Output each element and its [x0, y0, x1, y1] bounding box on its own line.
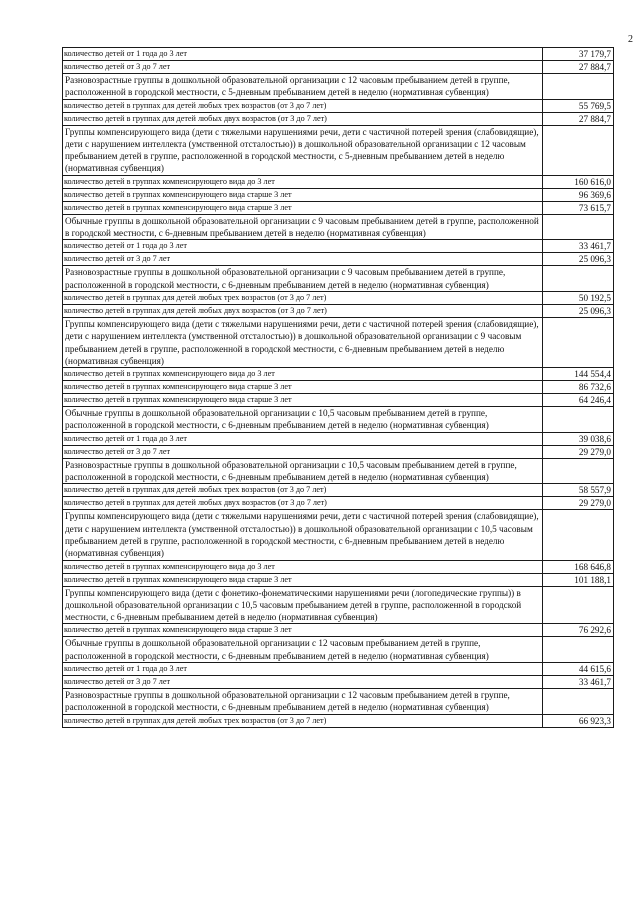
row-label: количество детей от 3 до 7 лет: [63, 676, 543, 689]
row-amount: 144 554,4: [543, 368, 614, 381]
row-label: количество детей в группах компенсирующего вида до 3 лет: [63, 175, 543, 188]
group-header-row: [63, 510, 614, 560]
row-amount: 96 369,6: [543, 188, 614, 201]
row-amount: [543, 510, 614, 560]
row-label: количество детей в группах для детей любых трех возрастов (от 3 до 7 лет): [63, 484, 543, 497]
group-description: Обычные группы в дошкольной образовательной организации с 9 часовым пребыванием детей в группе, расположенной в городской местности, с 6-дневным пребыванием детей в неделю (нормативная субвенция): [63, 214, 543, 240]
row-label: количество детей от 3 до 7 лет: [63, 253, 543, 266]
table-row: [63, 381, 614, 394]
group-description: Разновозрастные группы в дошкольной образовательной организации с 10,5 часовым пребыванием детей в группе, расположенной в городской местности, с 6-дневным пребыванием детей в неделю (нормативная субвенция): [63, 458, 543, 484]
row-amount: [543, 637, 614, 663]
row-label: количество детей от 1 года до 3 лет: [63, 432, 543, 445]
table-row: [63, 432, 614, 445]
row-amount: 33 461,7: [543, 240, 614, 253]
table-row: [63, 175, 614, 188]
row-label: количество детей в группах компенсирующего вида старше 3 лет: [63, 624, 543, 637]
row-amount: 66 923,3: [543, 714, 614, 727]
row-label: количество детей в группах для детей любых двух возрастов (от 3 до 7 лет): [63, 497, 543, 510]
table-row: [63, 188, 614, 201]
group-description: Обычные группы в дошкольной образовательной организации с 12 часовым пребыванием детей в группе, расположенной в городской местности, с 6-дневным пребыванием детей в неделю (нормативная субвенция): [63, 637, 543, 663]
table-row: [63, 624, 614, 637]
row-label: количество детей в группах компенсирующего вида старше 3 лет: [63, 188, 543, 201]
row-amount: [543, 266, 614, 292]
group-header-row: [63, 266, 614, 292]
table-row: [63, 497, 614, 510]
group-description: Группы компенсирующего вида (дети с фонетико-фонематическими нарушениями речи (логопедические группы)) в дошкольной образовательной организации с 10,5 часовым пребыванием детей в группе, расположенной в городской местности, с 6-дневным пребыванием детей в неделю (нормативная субвенция): [63, 586, 543, 624]
table-row: [63, 573, 614, 586]
group-header-row: [63, 407, 614, 433]
group-header-row: [63, 458, 614, 484]
table-row: [63, 714, 614, 727]
table-row: [63, 112, 614, 125]
row-amount: 73 615,7: [543, 201, 614, 214]
group-header-row: [63, 74, 614, 100]
row-amount: 55 769,5: [543, 99, 614, 112]
table-row: [63, 304, 614, 317]
group-header-row: [63, 214, 614, 240]
table-row: [63, 48, 614, 61]
table-row: [63, 394, 614, 407]
row-label: количество детей от 1 года до 3 лет: [63, 663, 543, 676]
table-row: [63, 240, 614, 253]
table-row: [63, 560, 614, 573]
row-label: количество детей от 1 года до 3 лет: [63, 48, 543, 61]
group-description: Разновозрастные группы в дошкольной образовательной организации с 12 часовым пребыванием детей в группе, расположенной в городской местности, с 6-дневным пребыванием детей в неделю (нормативная субвенция): [63, 689, 543, 715]
group-description: Обычные группы в дошкольной образовательной организации с 10,5 часовым пребыванием детей в группе, расположенной в городской местности, с 6-дневным пребыванием детей в неделю (нормативная субвенция): [63, 407, 543, 433]
table-row: [63, 61, 614, 74]
group-description: Группы компенсирующего вида (дети с тяжелыми нарушениями речи, дети с частичной потерей зрения (слабовидящие), дети с нарушением интеллекта (умственной отсталостью)) в дошкольной образовательной организации с 12 часовым пребыванием детей в группе, расположенной в городской местности, с 5-дневным пребыванием детей в неделю (нормативная субвенция): [63, 125, 543, 175]
table-row: [63, 663, 614, 676]
row-amount: 160 616,0: [543, 175, 614, 188]
row-amount: 44 615,6: [543, 663, 614, 676]
row-amount: 37 179,7: [543, 48, 614, 61]
table-row: [63, 676, 614, 689]
row-amount: 76 292,6: [543, 624, 614, 637]
row-label: количество детей в группах компенсирующего вида до 3 лет: [63, 368, 543, 381]
row-amount: 64 246,4: [543, 394, 614, 407]
row-label: количество детей в группах компенсирующего вида до 3 лет: [63, 560, 543, 573]
row-amount: [543, 74, 614, 100]
table-row: [63, 291, 614, 304]
group-description: Разновозрастные группы в дошкольной образовательной организации с 12 часовым пребыванием детей в группе, расположенной в городской местности, с 5-дневным пребыванием детей в неделю (нормативная субвенция): [63, 74, 543, 100]
row-amount: 39 038,6: [543, 432, 614, 445]
subvention-table: [62, 47, 614, 728]
group-description: Группы компенсирующего вида (дети с тяжелыми нарушениями речи, дети с частичной потерей зрения (слабовидящие), дети с нарушением интеллекта (умственной отсталостью)) в дошкольной образовательной организации с 9 часовым пребыванием детей в группе, расположенной в городской местности, с 6-дневным пребыванием детей в неделю (нормативная субвенция): [63, 317, 543, 367]
table-row: [63, 99, 614, 112]
row-label: количество детей в группах для детей любых трех возрастов (от 3 до 7 лет): [63, 714, 543, 727]
row-label: количество детей в группах для детей любых двух возрастов (от 3 до 7 лет): [63, 112, 543, 125]
group-description: Группы компенсирующего вида (дети с тяжелыми нарушениями речи, дети с частичной потерей зрения (слабовидящие), дети с нарушением интеллекта (умственной отсталостью)) в дошкольной образовательной организации с 10,5 часовым пребыванием детей в группе, расположенной в городской местности, с 6-дневным пребыванием детей в неделю (нормативная субвенция): [63, 510, 543, 560]
row-label: количество детей в группах для детей любых трех возрастов (от 3 до 7 лет): [63, 291, 543, 304]
row-amount: 29 279,0: [543, 445, 614, 458]
row-label: количество детей в группах для детей любых трех возрастов (от 3 до 7 лет): [63, 99, 543, 112]
row-amount: [543, 214, 614, 240]
row-label: количество детей от 3 до 7 лет: [63, 445, 543, 458]
row-amount: 27 884,7: [543, 61, 614, 74]
row-amount: 58 557,9: [543, 484, 614, 497]
table-row: [63, 368, 614, 381]
page-number: 2: [628, 34, 633, 45]
row-label: количество детей в группах компенсирующего вида старше 3 лет: [63, 394, 543, 407]
row-amount: [543, 689, 614, 715]
row-amount: [543, 458, 614, 484]
row-amount: 25 096,3: [543, 304, 614, 317]
row-amount: [543, 317, 614, 367]
row-amount: 29 279,0: [543, 497, 614, 510]
row-amount: [543, 125, 614, 175]
group-header-row: [63, 586, 614, 624]
group-header-row: [63, 317, 614, 367]
table-row: [63, 201, 614, 214]
row-label: количество детей в группах компенсирующего вида старше 3 лет: [63, 201, 543, 214]
row-label: количество детей в группах для детей любых двух возрастов (от 3 до 7 лет): [63, 304, 543, 317]
table-row: [63, 253, 614, 266]
table-row: [63, 484, 614, 497]
subvention-table-body: [63, 48, 614, 728]
row-amount: 86 732,6: [543, 381, 614, 394]
table-row: [63, 445, 614, 458]
row-amount: 25 096,3: [543, 253, 614, 266]
row-amount: [543, 586, 614, 624]
group-description: Разновозрастные группы в дошкольной образовательной организации с 9 часовым пребыванием детей в группе, расположенной в городской местности, с 6-дневным пребыванием детей в неделю (нормативная субвенция): [63, 266, 543, 292]
row-amount: [543, 407, 614, 433]
row-label: количество детей от 3 до 7 лет: [63, 61, 543, 74]
row-amount: 101 188,1: [543, 573, 614, 586]
group-header-row: [63, 689, 614, 715]
row-label: количество детей в группах компенсирующего вида старше 3 лет: [63, 573, 543, 586]
row-amount: 33 461,7: [543, 676, 614, 689]
row-label: количество детей в группах компенсирующего вида старше 3 лет: [63, 381, 543, 394]
row-amount: 27 884,7: [543, 112, 614, 125]
group-header-row: [63, 637, 614, 663]
row-label: количество детей от 1 года до 3 лет: [63, 240, 543, 253]
row-amount: 50 192,5: [543, 291, 614, 304]
group-header-row: [63, 125, 614, 175]
row-amount: 168 646,8: [543, 560, 614, 573]
